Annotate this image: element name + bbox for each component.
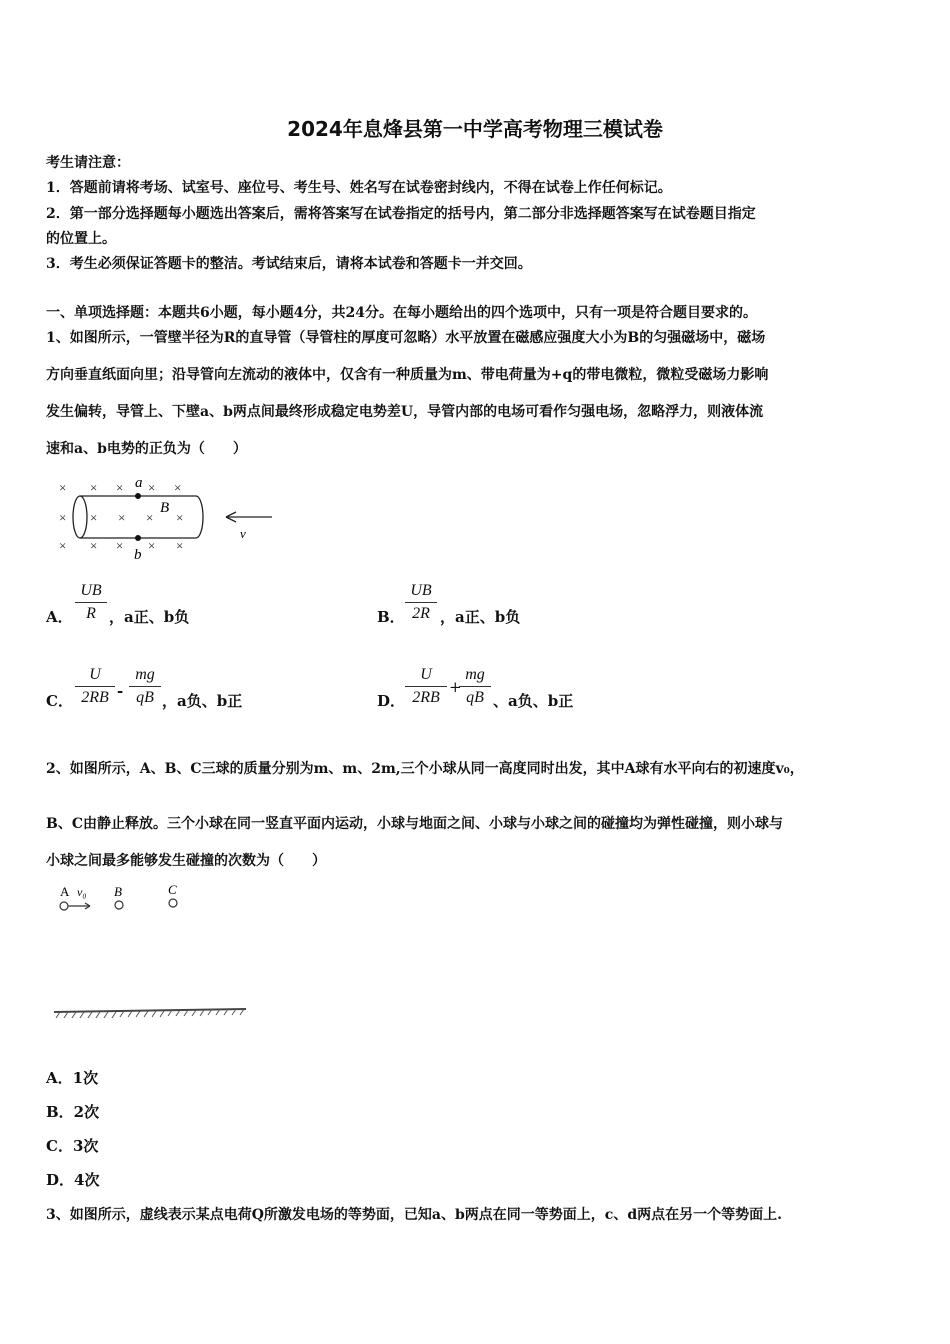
q2-line-2: B、C由静止释放。三个小球在同一竖直平面内运动，小球与地面之间、小球与小球之间的碰撞均为弹性碰撞，则小球与 bbox=[46, 816, 783, 832]
denominator: 2RB bbox=[81, 689, 109, 706]
notice-item-1: 1．答题前请将考场、试室号、座位号、考生号、姓名写在试卷密封线内，不得在试卷上作任何标记。 bbox=[46, 180, 672, 196]
option-b-label: B． bbox=[377, 608, 405, 626]
cross-mark: × bbox=[176, 510, 184, 525]
ball-c bbox=[169, 899, 177, 907]
denominator: 2R bbox=[412, 605, 430, 622]
numerator: U bbox=[75, 664, 115, 687]
cross-mark: × bbox=[90, 510, 98, 525]
option-d-suffix: 、a负、b正 bbox=[493, 692, 574, 710]
cross-mark: × bbox=[116, 480, 124, 495]
q2-line-1: 2、如图所示，A、B、C三球的质量分别为m、m、2m,三个小球从同一高度同时出发，其中A球有水平向右的初速度v₀， bbox=[46, 761, 804, 777]
option-b-suffix: ，a正、b负 bbox=[440, 608, 521, 626]
numerator: UB bbox=[405, 580, 437, 603]
q2-option-c: C．3次 bbox=[46, 1137, 99, 1155]
ball-a bbox=[60, 902, 68, 910]
denominator: qB bbox=[136, 689, 154, 706]
q3-line-1: 3、如图所示，虚线表示某点电荷Q所激发电场的等势面，已知a、b两点在同一等势面上，c、d两点在另一个等势面上. bbox=[46, 1207, 782, 1223]
q1-line-1: 1、如图所示，一管壁半径为R的直导管（导管柱的厚度可忽略）水平放置在磁感应强度大小为B的匀强磁场中，磁场 bbox=[46, 330, 766, 346]
option-a-label: A． bbox=[46, 608, 73, 626]
ground-line bbox=[54, 1009, 246, 1012]
denominator: R bbox=[86, 605, 96, 622]
q2-option-d: D．4次 bbox=[46, 1171, 100, 1189]
option-c-operator: - bbox=[117, 682, 124, 700]
q2-option-b: B．2次 bbox=[46, 1103, 100, 1121]
q1-line-2: 方向垂直纸面向里；沿导管向左流动的液体中，仅含有一种质量为m、带电荷量为+q的带电微粒，微粒受磁场力影响 bbox=[46, 367, 769, 383]
denominator: 2RB bbox=[412, 689, 440, 706]
q1-line-4: 速和a、b电势的正负为（ ） bbox=[46, 441, 247, 457]
notice-item-2-line-2: 的位置上。 bbox=[46, 231, 116, 247]
cross-mark: × bbox=[116, 538, 124, 553]
label-b: b bbox=[134, 547, 142, 563]
label-B: B bbox=[114, 884, 122, 899]
label-B: B bbox=[160, 500, 170, 516]
label-v: v bbox=[240, 526, 246, 541]
option-a-suffix: ，a正、b负 bbox=[109, 608, 190, 626]
cross-mark: × bbox=[59, 510, 67, 525]
q2-figure bbox=[50, 878, 260, 1028]
label-a: a bbox=[135, 475, 143, 491]
label-A: A bbox=[60, 884, 70, 899]
option-a-fraction bbox=[75, 580, 107, 625]
point-a bbox=[135, 493, 141, 499]
option-d-operator: + bbox=[449, 678, 462, 696]
label-v0: v₀ bbox=[77, 885, 87, 899]
q2-line-3: 小球之间最多能够发生碰撞的次数为（ ） bbox=[46, 853, 326, 869]
cross-mark: × bbox=[90, 538, 98, 553]
option-d-fraction-2 bbox=[459, 664, 491, 709]
option-d-fraction-1 bbox=[405, 664, 447, 709]
q1-figure bbox=[50, 472, 280, 564]
option-b-fraction bbox=[405, 580, 437, 625]
numerator: mg bbox=[129, 664, 161, 687]
cross-mark: × bbox=[146, 510, 154, 525]
denominator: qB bbox=[466, 689, 484, 706]
cross-mark: × bbox=[176, 538, 184, 553]
cross-mark: × bbox=[59, 538, 67, 553]
cross-mark: × bbox=[148, 538, 156, 553]
option-c-fraction-1 bbox=[75, 664, 115, 709]
notice-item-2-line-1: 2．第一部分选择题每小题选出答案后，需将答案写在试卷指定的括号内，第二部分非选择题答案写在试卷题目指定 bbox=[46, 206, 756, 222]
option-d-label: D． bbox=[377, 692, 406, 710]
cross-mark: × bbox=[90, 480, 98, 495]
numerator: U bbox=[405, 664, 447, 687]
label-C: C bbox=[168, 882, 177, 897]
notice-heading: 考生请注意： bbox=[46, 155, 130, 171]
cross-mark: × bbox=[174, 480, 182, 495]
ball-b bbox=[115, 901, 123, 909]
numerator: UB bbox=[75, 580, 107, 603]
option-c-label: C． bbox=[46, 692, 73, 710]
option-c-suffix: ，a负、b正 bbox=[162, 692, 243, 710]
cross-mark: × bbox=[59, 480, 67, 495]
cross-mark: × bbox=[148, 480, 156, 495]
option-c-fraction-2 bbox=[129, 664, 161, 709]
q1-line-3: 发生偏转，导管上、下壁a、b两点间最终形成稳定电势差U，导管内部的电场可看作匀强电场，忽略浮力，则液体流 bbox=[46, 404, 764, 420]
page-title: 2024年息烽县第一中学高考物理三模试卷 bbox=[287, 117, 663, 141]
cross-mark: × bbox=[118, 510, 126, 525]
notice-item-3: 3．考生必须保证答题卡的整洁。考试结束后，请将本试卷和答题卡一并交回。 bbox=[46, 256, 532, 272]
point-b bbox=[135, 535, 141, 541]
q2-option-a: A．1次 bbox=[46, 1069, 99, 1087]
section-heading: 一、单项选择题：本题共6小题，每小题4分，共24分。在每小题给出的四个选项中，只有一项是符合题目要求的。 bbox=[46, 305, 757, 321]
numerator: mg bbox=[459, 664, 491, 687]
